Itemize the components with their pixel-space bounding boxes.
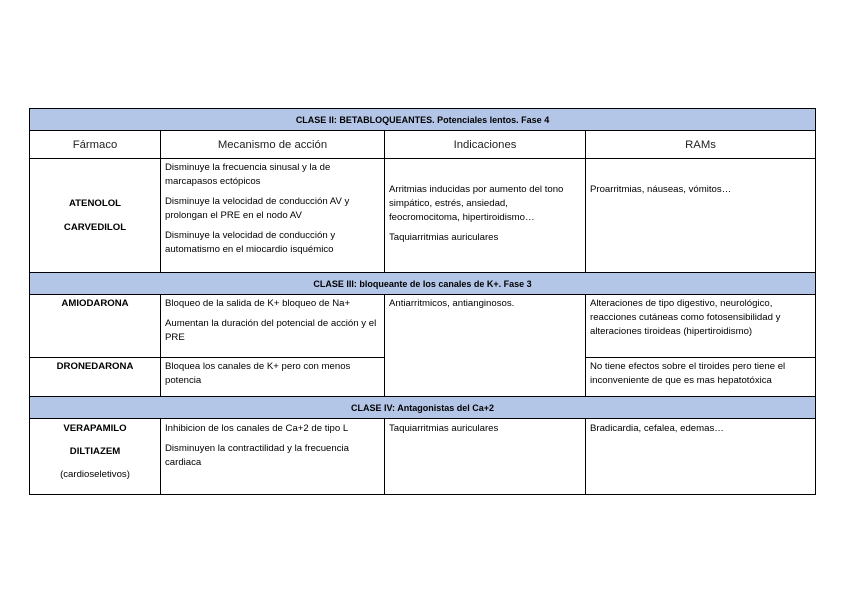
rams-text: Proarritmias, náuseas, vómitos… [590, 184, 732, 195]
class4-rams: Bradicardia, cefalea, edemas… [586, 419, 816, 495]
class4-indications: Taquiarritmias auriculares [385, 419, 586, 495]
class3-row-amiodarona [30, 295, 816, 358]
header-mecanismo: Mecanismo de acción [161, 131, 385, 159]
drug-amiodarona: AMIODARONA [30, 295, 161, 358]
class2-drugs [30, 159, 161, 273]
class3-header-row [30, 273, 816, 295]
class2-rams [586, 159, 816, 273]
class4-header-row [30, 397, 816, 419]
drug-verapamilo: VERAPAMILO [63, 423, 127, 434]
drug-carvedilol: CARVEDILOL [63, 221, 127, 233]
mechanism-item: Inhibicion de los canales de Ca+2 de tipo L [165, 423, 349, 434]
class3-mechanism-2: Bloquea los canales de K+ pero con menos potencia [161, 358, 385, 397]
antiarrhythmic-table [29, 108, 816, 495]
mechanism-item: Disminuye la velocidad de conducción y automatismo en el miocardio isquémico [165, 230, 336, 255]
mechanism-item: Aumentan la duración del potencial de acción y el PRE [165, 318, 377, 343]
class4-mechanism [161, 419, 385, 495]
class4-row [30, 419, 816, 495]
class4-title: CLASE IV: Antagonistas del Ca+2 [30, 397, 816, 419]
class3-rams-1: Alteraciones de tipo digestivo, neurológico, reacciones cutáneas como fotosensibilidad y alteraciones tiroideas (hipertiroidismo) [586, 295, 816, 358]
drug-dronedarona: DRONEDARONA [30, 358, 161, 397]
class3-title: CLASE III: bloqueante de los canales de K+. Fase 3 [30, 273, 816, 295]
drug-diltiazem: DILTIAZEM [69, 446, 121, 457]
mechanism-item: Disminuye la velocidad de conducción AV y prolongan el PRE en el nodo AV [165, 196, 350, 221]
class4-drugs [30, 419, 161, 495]
class2-header-row [30, 109, 816, 131]
class2-indications [385, 159, 586, 273]
header-farmaco: Fármaco [30, 131, 161, 159]
class3-mechanism-1 [161, 295, 385, 358]
mechanism-item: Disminuye la frecuencia sinusal y la de marcapasos ectópicos [165, 162, 331, 187]
drug-note: (cardioseletivos) [60, 469, 130, 480]
class2-title: CLASE II: BETABLOQUEANTES. Potenciales lentos. Fase 4 [30, 109, 816, 131]
column-header-row [30, 131, 816, 159]
indication-item: Arritmias inducidas por aumento del tono simpático, estrés, ansiedad, feocromocitoma, hipertiroidismo… [389, 184, 564, 223]
drug-atenolol: ATENOLOL [68, 197, 122, 209]
mechanism-item: Disminuyen la contractilidad y la frecuencia cardiaca [165, 443, 349, 468]
class2-mechanism [161, 159, 385, 273]
header-indicaciones: Indicaciones [385, 131, 586, 159]
class3-indications: Antiarritmicos, antianginosos. [385, 295, 586, 397]
mechanism-item: Bloqueo de la salida de K+ bloqueo de Na+ [165, 298, 351, 309]
class3-rams-2: No tiene efectos sobre el tiroides pero tiene el inconveniente de que es mas hepatotóxica [586, 358, 816, 397]
class2-row [30, 159, 816, 273]
indication-item: Taquiarritmias auriculares [389, 232, 499, 243]
header-rams: RAMs [586, 131, 816, 159]
